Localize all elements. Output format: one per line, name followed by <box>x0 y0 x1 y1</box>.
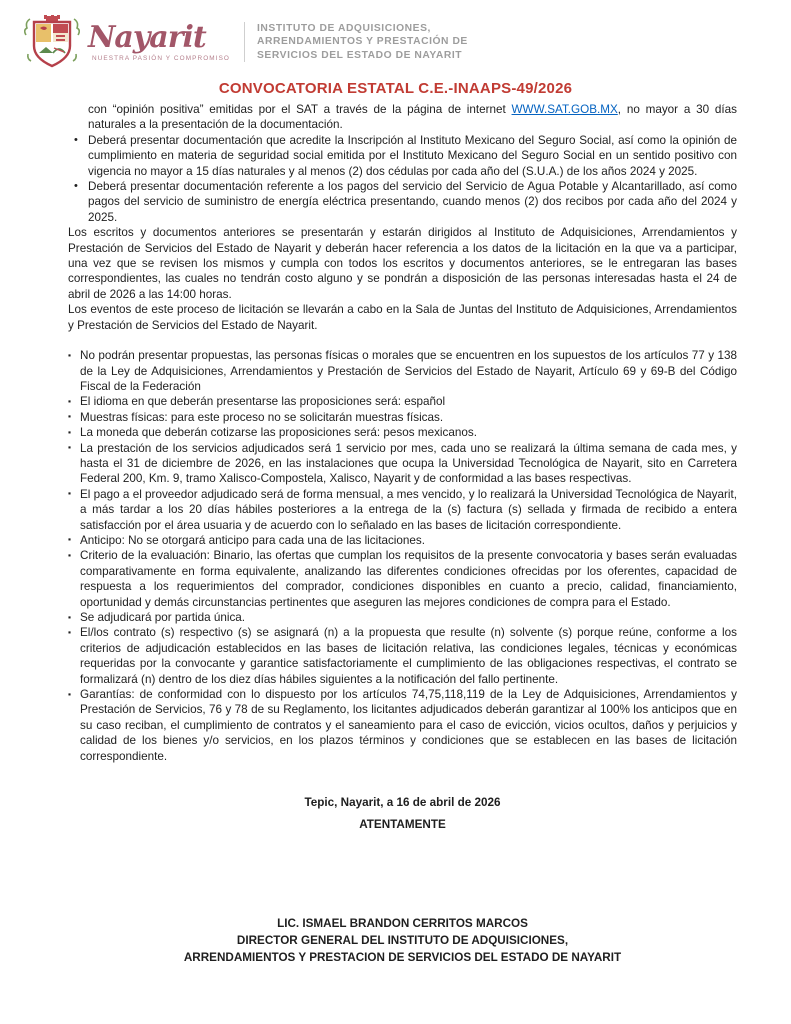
list-item-text: Anticipo: No se otorgará anticipo para cada una de las licitaciones. <box>80 533 425 547</box>
list-item-text: La moneda que deberán cotizarse las proposiciones será: pesos mexicanos. <box>80 426 477 440</box>
document-body <box>0 97 791 966</box>
list-item-text: No podrán presentar propuestas, las personas físicas o morales que se encuentren en los supuestos de los artículos 77 y 138 de la Ley de Adquisiciones, Arrendamientos y Prestación de Servicios del Estado de Nayarit, Artículo 69 y 69-B del Código Fiscal de la Federación <box>80 349 737 393</box>
institute-line-2: ARRENDAMIENTOS Y PRESTACIÓN DE <box>257 36 468 48</box>
square-bullet-icon: ▪ <box>68 611 72 622</box>
square-bullet-icon: ▪ <box>68 426 72 437</box>
list-item <box>68 533 737 548</box>
list-item <box>68 441 737 487</box>
list-item <box>68 487 737 533</box>
institute-name <box>257 22 468 63</box>
list-item-text: El idioma en que deberán presentarse las proposiciones será: español <box>80 395 446 409</box>
square-bullet-icon: ▪ <box>68 488 72 499</box>
list-item-text: El pago a el proveedor adjudicado será de forma mensual, a mes vencido, y lo realizará la Universidad Tecnológica de Nayarit, a más tardar a los 20 días hábiles posteriores a la entrega de la (s) factura (s) sellada y firmada de recibido a entera satisfacción por el área usuaria y de acuerdo con lo señalado en las bases de licitación correspondiente. <box>80 487 737 532</box>
list-item <box>68 179 737 225</box>
header-divider <box>244 22 245 62</box>
signatory-title-line-2: ARRENDAMIENTOS Y PRESTACION DE SERVICIOS DEL ESTADO DE NAYARIT <box>183 950 622 964</box>
institute-line-1: INSTITUTO DE ADQUISICIONES, <box>257 22 431 34</box>
page-title: CONVOCATORIA ESTATAL C.E.-INAAPS-49/2026 <box>218 80 573 97</box>
list-item <box>68 133 737 179</box>
square-bullet-icon: ▪ <box>68 688 72 699</box>
place-date-line: Tepic, Nayarit, a 16 de abril de 2026 <box>304 796 501 810</box>
square-bullet-icon: ▪ <box>68 534 72 545</box>
list-item <box>68 548 737 610</box>
signatory-title-line-1: DIRECTOR GENERAL DEL INSTITUTO DE ADQUISICIONES, <box>236 933 569 947</box>
list-item-text: La prestación de los servicios adjudicados será 1 servicio por mes, cada uno se realizará la última semana de cada mes, y hasta el 31 de diciembre de 2026, en las instalaciones que ocupa la Universidad Tecnológica de Nayarit, sito en Carretera Federal 200, Km. 9, tramo Xalisco-Compostela, Xalisco, Nayarit y de conformidad a las bases respectivas. <box>80 441 737 486</box>
document-header <box>0 0 791 71</box>
signatory-name: LIC. ISMAEL BRANDON CERRITOS MARCOS <box>277 916 528 930</box>
conditions-bullet-list <box>68 348 737 764</box>
list-item <box>68 425 737 440</box>
square-bullet-icon: ▪ <box>68 442 72 453</box>
bullet-icon: • <box>74 133 78 146</box>
square-bullet-icon: ▪ <box>68 349 72 360</box>
list-item <box>68 687 737 764</box>
list-item-text: Se adjudicará por partida única. <box>80 611 246 624</box>
brand-name: Nayarit <box>88 19 206 55</box>
institute-line-3: SERVICIOS DEL ESTADO DE NAYARIT <box>257 49 463 61</box>
brand-block <box>88 19 231 62</box>
attentively-line: ATENTAMENTE <box>359 818 446 832</box>
body-paragraph: Los eventos de este proceso de licitación se llevarán a cabo en la Sala de Juntas del Instituto de Adquisiciones, Arrendamientos y Prestación de Servicios del Estado de Nayarit. <box>68 303 737 332</box>
list-item-text: Criterio de la evaluación: Binario, las ofertas que cumplan los requisitos de la presente convocatoria y bases serán evaluadas comparativamente en forma equivalente, analizando las diferentes condiciones ofrecidas por los oferentes, capacidad de respuesta a los requerimientos del comprador, condiciones disponibles en cuanto a precio, calidad, financiamiento, oportunidad y demás circunstancias pertinentes que aseguren las mejores condiciones de compra para el Estado. <box>80 549 737 609</box>
spacer <box>68 333 737 348</box>
list-item <box>68 394 737 409</box>
list-item <box>68 610 737 625</box>
list-item <box>68 348 737 394</box>
list-item-text: El/los contrato (s) respectivo (s) se asignará (n) a la propuesta que resulte (n) solvente (s) porque reúne, conforme a los criterios de adjudicación establecidos en las bases de licitación relativa, las condiciones legales, técnicas y económicas requeridas por la convocante y garantice satisfactoriamente el cumplimiento de las obligaciones respectivas, el contrato se formalizará (n) dentro de los diez días hábiles siguientes a la notificación del fallo pertinente. <box>80 626 737 686</box>
list-item-text: Deberá presentar documentación que acredite la Inscripción al Instituto Mexicano del Seguro Social, así como la opinión de cumplimiento en materia de seguridad social emitida por el Instituto Mexicano del Seguro Social en un sentido positivo con vigencia no mayor a 15 días naturales y al menos (2) dos cédulas por cada año del (S.U.A.) de los años 2024 y 2025. <box>88 133 737 178</box>
nayarit-coat-of-arms-icon <box>24 15 80 69</box>
requirements-bullet-list <box>68 133 737 225</box>
brand-tagline: NUESTRA PASIÓN Y COMPROMISO <box>92 54 231 62</box>
list-item <box>68 410 737 425</box>
list-item-text: Muestras físicas: para este proceso no se solicitarán muestras físicas. <box>80 410 444 424</box>
square-bullet-icon: ▪ <box>68 411 72 422</box>
square-bullet-icon: ▪ <box>68 395 72 406</box>
list-item-text: Deberá presentar documentación referente a los pagos del servicio del Servicio de Agua Potable y Alcantarillado, así como pagos del servicio de suministro de energía eléctrica presentando, cuando menos (2) dos recibos por cada año del 2024 y 2025. <box>88 180 737 224</box>
list-item-text: Garantías: de conformidad con lo dispuesto por los artículos 74,75,118,119 de la Ley de Adquisiciones, Arrendamientos y Prestación de Servicios, 76 y 78 de su Reglamento, los licitantes adjudicados deberán garantizar al 100% los anticipos que en su caso reciban, el cumplimiento de contratos y el saneamiento para el caso de evicción, vicios ocultos, daños y perjuicios y calidad de los bienes y/o servicios, en los plazos términos y condiciones que se establecen en las bases de licitación correspondiente. <box>80 688 737 763</box>
body-paragraph: Los escritos y documentos anteriores se presentarán y estarán dirigidos al Instituto de Adquisiciones, Arrendamientos y Prestación de Servicios del Estado de Nayarit y deberán hacer referencia a los datos de la licitación en la que va a participar, una vez que se revisen los mismos y cumpla con todos los escritos y documentos anteriores, se le entregaran las bases correspondientes, las cuales no tendrán costo alguno y se pondrán a disposición de las personas interesadas hasta el 24 de abril de 2026 a las 14:00 horas. <box>68 226 737 301</box>
square-bullet-icon: ▪ <box>68 626 72 637</box>
bullet-icon: • <box>74 180 78 193</box>
intro-paragraph <box>88 102 737 133</box>
square-bullet-icon: ▪ <box>68 549 72 560</box>
intro-text-pre: con “opinión positiva” emitidas por el SAT a través de la página de internet <box>88 103 512 116</box>
list-item <box>68 625 737 687</box>
sat-website-link[interactable]: WWW.SAT.GOB.MX <box>511 103 618 116</box>
intro-text-post: , no mayor a 30 días naturales a la presentación de la documentación. <box>88 103 738 132</box>
signature-block <box>68 915 737 966</box>
